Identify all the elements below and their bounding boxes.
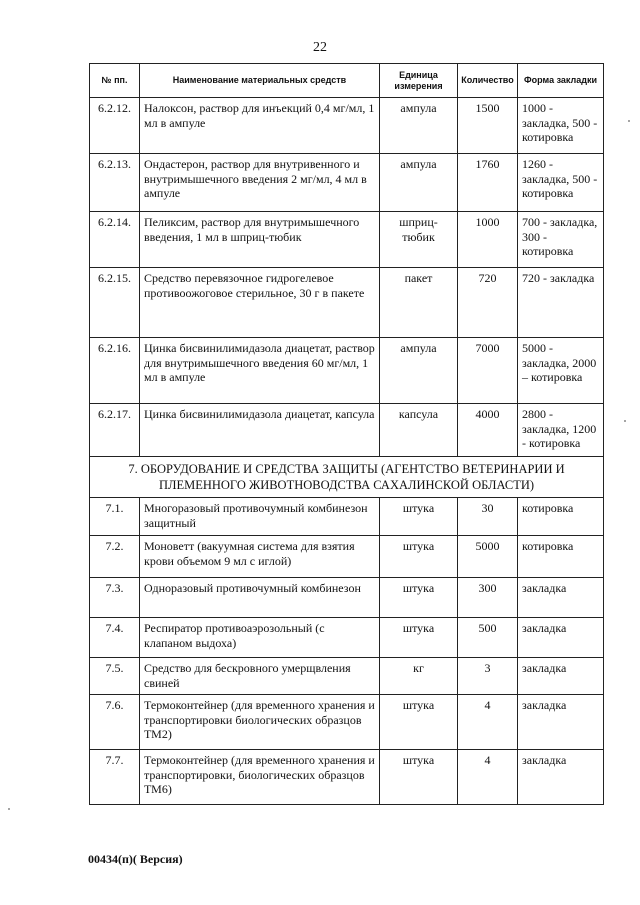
cell-name: Пеликсим, раствор для внутримышечного введения, 1 мл в шприц-тюбик: [140, 212, 380, 268]
cell-form: 5000 - закладка, 2000 – котировка: [518, 338, 604, 404]
cell-qty: 720: [458, 268, 518, 338]
cell-form: закладка: [518, 578, 604, 618]
document-footer: 00434(п)( Версия): [88, 852, 183, 866]
cell-unit: шприц-тюбик: [380, 212, 458, 268]
cell-num: 6.2.13.: [90, 154, 140, 212]
cell-qty: 5000: [458, 536, 518, 578]
cell-form: закладка: [518, 658, 604, 695]
table-row: [90, 338, 604, 404]
cell-name: Цинка бисвинилимидазола диацетат, капсула: [140, 404, 380, 457]
table-row: [90, 498, 604, 536]
table-header-row: [90, 64, 604, 98]
cell-num: 6.2.12.: [90, 98, 140, 154]
cell-qty: 1500: [458, 98, 518, 154]
cell-unit: пакет: [380, 268, 458, 338]
cell-unit: штука: [380, 750, 458, 805]
cell-form: котировка: [518, 498, 604, 536]
cell-name: Цинка бисвинилимидазола диацетат, раствор для внутримышечного введения 60 мг/мл, 1 мл в ампуле: [140, 338, 380, 404]
cell-form: закладка: [518, 618, 604, 658]
cell-unit: штука: [380, 618, 458, 658]
cell-unit: штука: [380, 536, 458, 578]
cell-name: Термоконтейнер (для временного хранения и транспортировки биологических образцов ТМ2): [140, 695, 380, 750]
cell-num: 7.3.: [90, 578, 140, 618]
cell-qty: 1760: [458, 154, 518, 212]
cell-unit: штука: [380, 578, 458, 618]
cell-name: Налоксон, раствор для инъекций 0,4 мг/мл, 1 мл в ампуле: [140, 98, 380, 154]
cell-unit: кг: [380, 658, 458, 695]
table-row: [90, 212, 604, 268]
cell-unit: капсула: [380, 404, 458, 457]
cell-form: котировка: [518, 536, 604, 578]
cell-num: 7.1.: [90, 498, 140, 536]
cell-unit: ампула: [380, 154, 458, 212]
cell-name: Одноразовый противочумный комбинезон: [140, 578, 380, 618]
table-row: [90, 98, 604, 154]
cell-num: 7.2.: [90, 536, 140, 578]
table-row: [90, 578, 604, 618]
cell-num: 6.2.14.: [90, 212, 140, 268]
cell-qty: 7000: [458, 338, 518, 404]
cell-unit: ампула: [380, 98, 458, 154]
cell-qty: 4: [458, 750, 518, 805]
cell-form: 1260 - закладка, 500 - котировка: [518, 154, 604, 212]
cell-num: 6.2.15.: [90, 268, 140, 338]
materials-table: [89, 63, 604, 805]
cell-form: 1000 - закладка, 500 - котировка: [518, 98, 604, 154]
table-row: [90, 536, 604, 578]
cell-name: Многоразовый противочумный комбинезон защитный: [140, 498, 380, 536]
table-row: [90, 750, 604, 805]
cell-num: 6.2.17.: [90, 404, 140, 457]
table-row: [90, 268, 604, 338]
table-row: [90, 404, 604, 457]
cell-form: 720 - закладка: [518, 268, 604, 338]
section-title: 7. ОБОРУДОВАНИЕ И СРЕДСТВА ЗАЩИТЫ (АГЕНТСТВО ВЕТЕРИНАРИИ И ПЛЕМЕННОГО ЖИВОТНОВОДСТВА САХАЛИНСКОЙ ОБЛАСТИ): [90, 457, 604, 498]
cell-qty: 300: [458, 578, 518, 618]
table-row: [90, 658, 604, 695]
cell-unit: штука: [380, 498, 458, 536]
cell-num: 7.5.: [90, 658, 140, 695]
cell-name: Термоконтейнер (для временного хранения и транспортировки, биологических образцов ТМ6): [140, 750, 380, 805]
table-row: [90, 695, 604, 750]
cell-name: Ондастерон, раствор для внутривенного и внутримышечного введения 2 мг/мл, 4 мл в ампуле: [140, 154, 380, 212]
cell-qty: 3: [458, 658, 518, 695]
cell-qty: 500: [458, 618, 518, 658]
header-form: Форма закладки: [518, 64, 604, 98]
cell-form: 2800 - закладка, 1200 - котировка: [518, 404, 604, 457]
header-qty: Количество: [458, 64, 518, 98]
cell-num: 7.7.: [90, 750, 140, 805]
scan-speck: [624, 420, 626, 422]
cell-qty: 4: [458, 695, 518, 750]
cell-qty: 1000: [458, 212, 518, 268]
header-name: Наименование материальных средств: [140, 64, 380, 98]
cell-name: Моноветт (вакуумная система для взятия крови объемом 9 мл с иглой): [140, 536, 380, 578]
cell-unit: ампула: [380, 338, 458, 404]
cell-num: 6.2.16.: [90, 338, 140, 404]
cell-form: закладка: [518, 695, 604, 750]
cell-qty: 4000: [458, 404, 518, 457]
cell-num: 7.6.: [90, 695, 140, 750]
table-row: [90, 618, 604, 658]
section-row: [90, 457, 604, 498]
cell-name: Средство перевязочное гидрогелевое противоожоговое стерильное, 30 г в пакете: [140, 268, 380, 338]
cell-form: закладка: [518, 750, 604, 805]
header-unit: Единица измерения: [380, 64, 458, 98]
cell-num: 7.4.: [90, 618, 140, 658]
table-row: [90, 154, 604, 212]
scan-speck: [8, 808, 10, 810]
cell-name: Респиратор противоаэрозольный (с клапаном выдоха): [140, 618, 380, 658]
cell-name: Средство для бескровного умерщвления свиней: [140, 658, 380, 695]
cell-unit: штука: [380, 695, 458, 750]
header-num: № пп.: [90, 64, 140, 98]
cell-form: 700 - закладка, 300 - котировка: [518, 212, 604, 268]
scan-speck: [628, 120, 630, 122]
cell-qty: 30: [458, 498, 518, 536]
page-number: 22: [313, 40, 327, 55]
